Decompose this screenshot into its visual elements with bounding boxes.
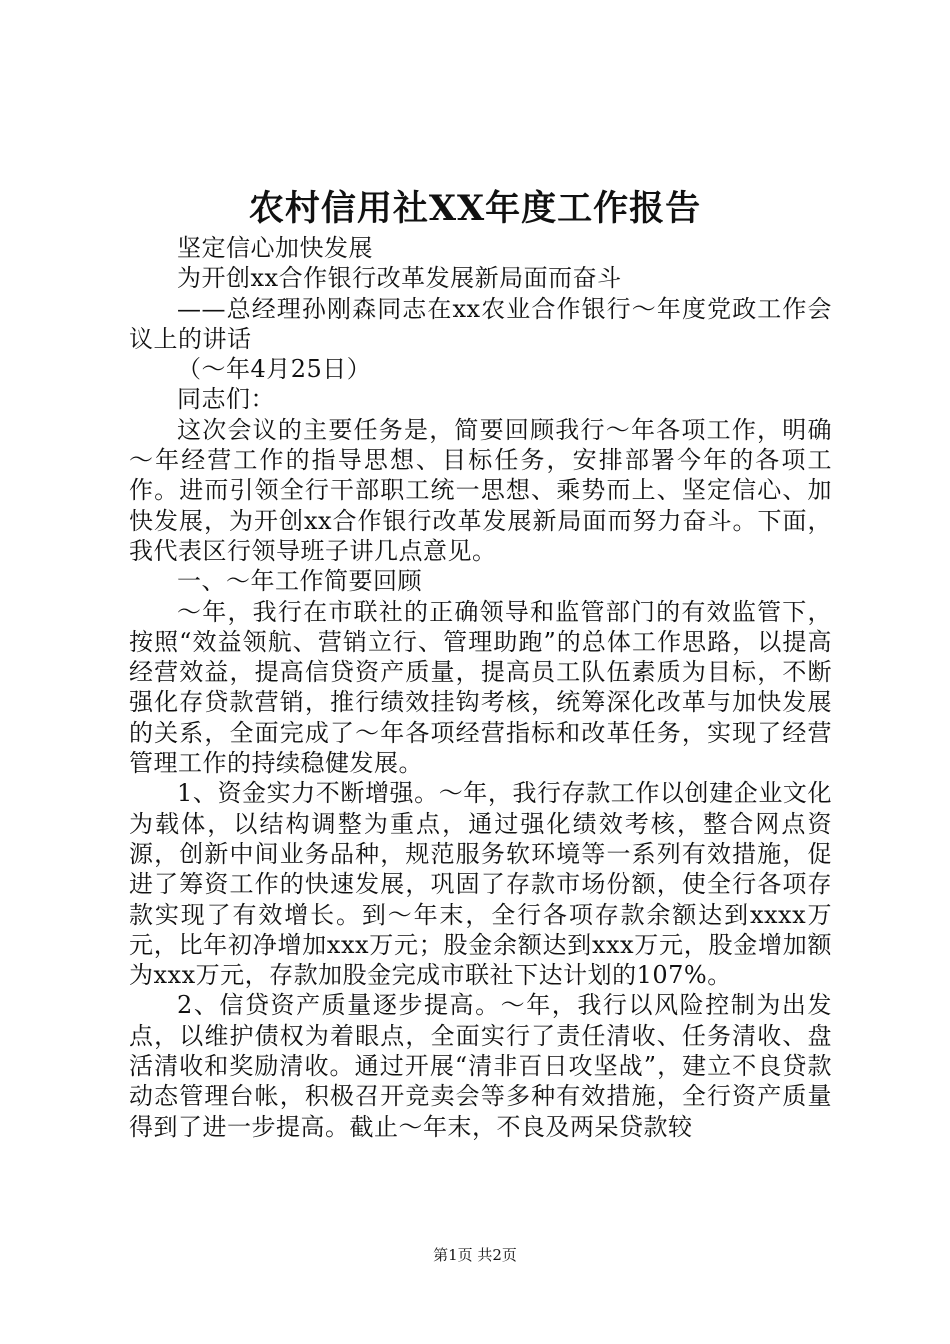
paragraph-item-2: 2、信贷资产质量逐步提高。～年，我行以风险控制为出发点，以维护债权为着眼点，全面实行了责任清收、任务清收、盘活清收和奖励清收。通过开展“清非百日攻坚战”，建立不良贷款动态管理台帐，积极召开竞卖会等多种有效措施，全行资产质量得到了进一步提高。截止～年末，不良及两呆贷款较 bbox=[129, 991, 832, 1141]
paragraph-heading-2: 为开创xx合作银行改革发展新局面而奋斗 bbox=[177, 264, 622, 293]
paragraph-intro: 这次会议的主要任务是，简要回顾我行～年各项工作，明确～年经营工作的指导思想、目标任务，安排部署今年的各项工作。进而引领全行干部职工统一思想、乘势而上、坚定信心、加快发展，为开创xx合作银行改革发展新局面而努力奋斗。下面，我代表区行领导班子讲几点意见。 bbox=[129, 415, 832, 565]
paragraph-date: （～年4月25日） bbox=[177, 355, 372, 384]
paragraph-salutation: 同志们： bbox=[177, 385, 275, 414]
page-footer: 第1页 共2页 bbox=[433, 1246, 517, 1264]
paragraph-review: ～年，我行在市联社的正确领导和监管部门的有效监管下，按照“效益领航、营销立行、管理助跑”的总体工作思路，以提高经营效益，提高信贷资产质量，提高员工队伍素质为目标，不断强化存贷款营销，推行绩效挂钩考核，统筹深化改革与加快发展的关系，全面完成了～年各项经营指标和改革任务，实现了经营管理工作的持续稳健发展。 bbox=[129, 597, 832, 778]
document-body bbox=[129, 233, 832, 1142]
paragraph-item-1: 1、资金实力不断增强。～年，我行存款工作以创建企业文化为载体，以结构调整为重点，通过强化绩效考核，整合网点资源，创新中间业务品种，规范服务软环境等一系列有效措施，促进了筹资工作的快速发展，巩固了存款市场份额，使全行各项存款实现了有效增长。到～年末，全行各项存款余额达到xxxx万元，比年初净增加xxx万元；股金余额达到xxx万元，股金增加额为xxx万元，存款加股金完成市联社下达计划的107%。 bbox=[129, 779, 832, 990]
paragraph-heading-1: 坚定信心加快发展 bbox=[177, 234, 373, 262]
section-heading: 一、～年工作简要回顾 bbox=[177, 567, 422, 596]
paragraph-speaker: ——总经理孙刚森同志在xx农业合作银行～年度党政工作会议上的讲话 bbox=[129, 294, 832, 353]
document-title: 农村信用社XX年度工作报告 bbox=[248, 188, 702, 229]
